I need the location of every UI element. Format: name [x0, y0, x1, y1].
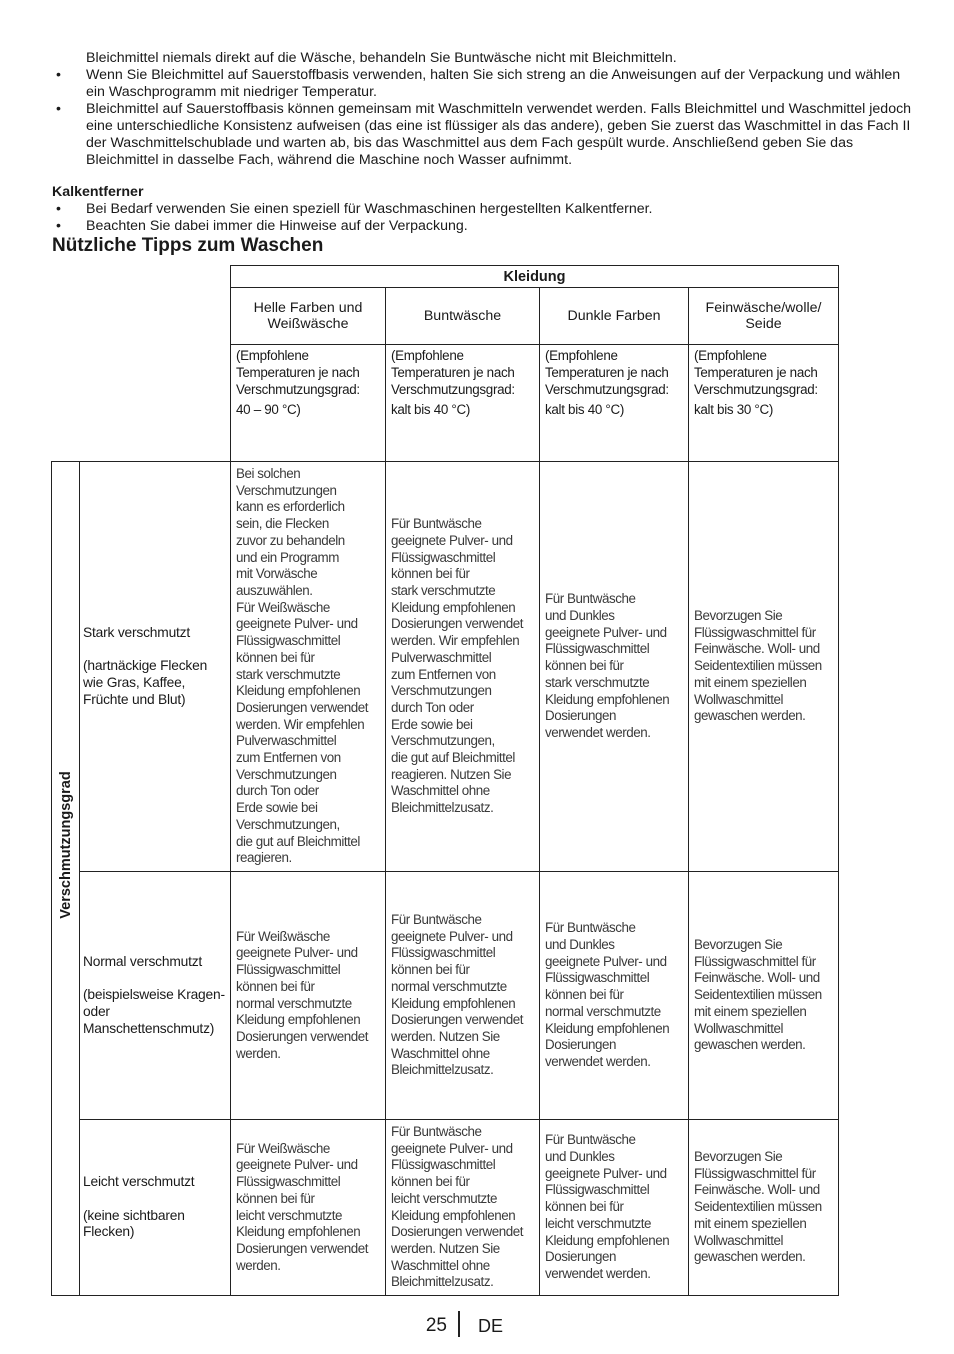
table-cell: Für Buntwäsche geeignete Pulver- und Flüssigwaschmittel können bei für leicht verschmutzte Kleidung empfohlenen Dosierungen verwendet werden. Nutzen Sie Waschmittel ohne Bleichmittelzusatz.: [386, 1120, 540, 1296]
table-cell: Bei solchen Verschmutzungen kann es erforderlich sein, die Flecken zuvor zu behandeln und ein Programm mit Vorwäsche auszuwählen. Für Weißwäsche geeignete Pulver- und Flüssigwaschmittel können bei für stark verschmutzte Kleidung empfohlenen Dosierungen verwendet werden. Wir empfehlen Pulverwaschmittel zum Entfernen von Verschmutzungen durch Ton oder Erde sowie bei Verschmutzungen, die gut auf Bleichmittel reagieren.: [231, 462, 386, 872]
kalk-bullet: • Beachten Sie dabei immer die Hinweise auf der Verpackung.: [52, 218, 912, 235]
column-header: Buntwäsche: [386, 288, 540, 345]
table-cell: Für Weißwäsche geeignete Pulver- und Flüssigwaschmittel können bei für normal verschmutzte Kleidung empfohlenen Dosierungen verwendet werden.: [231, 872, 386, 1120]
column-header: Feinwäsche/wolle/ Seide: [689, 288, 839, 345]
table-cell: Bevorzugen Sie Flüssigwaschmittel für Feinwäsche. Woll- und Seidentextilien müssen mit einem speziellen Wollwaschmittel gewaschen werden.: [689, 872, 839, 1120]
page-number: 25: [425, 1315, 447, 1336]
intro-bullet: • Wenn Sie Bleichmittel auf Sauerstoffbasis verwenden, halten Sie sich streng an die Anweisungen auf der Verpackung und wählen ein Waschprogramm mit niedriger Temperatur.: [52, 67, 912, 101]
table-cell: Bevorzugen Sie Flüssigwaschmittel für Feinwäsche. Woll- und Seidentextilien müssen mit einem speziellen Wollwaschmittel gewaschen werden.: [689, 462, 839, 872]
page-footer: [0, 1311, 954, 1339]
kalk-bullet: • Bei Bedarf verwenden Sie einen speziell für Waschmaschinen hergestellten Kalkentferner.: [52, 201, 912, 218]
table-cell: Für Buntwäsche und Dunkles geeignete Pulver- und Flüssigwaschmittel können bei für normal verschmutzte Kleidung empfohlenen Dosierungen verwendet werden.: [540, 872, 689, 1120]
table-cell: Bevorzugen Sie Flüssigwaschmittel für Feinwäsche. Woll- und Seidentextilien müssen mit einem speziellen Wollwaschmittel gewaschen werden.: [689, 1120, 839, 1296]
kleidung-header: Kleidung: [231, 266, 839, 288]
footer-divider: [458, 1311, 460, 1337]
row-label-leicht: Leicht verschmutzt (keine sichtbaren Flecken): [80, 1120, 231, 1296]
intro-bullet: • Bleichmittel auf Sauerstoffbasis können gemeinsam mit Waschmitteln verwendet werden. Falls Bleichmittel und Waschmittel jedoch eine unterschiedliche Konsistenz aufweisen (das eine ist flüssiger als das andere), geben Sie zuerst das Waschmittel in das Fach II der Waschmittelschublade und warten ab, bis das Waschmittel aus dem Fach gespült wurde. Anschließend geben Sie das Bleichmittel in dasselbe Fach, während die Maschine noch Wasser aufnimmt.: [52, 101, 912, 169]
language-code: DE: [478, 1316, 504, 1336]
soiling-degree-label: Verschmutzungsgrad: [52, 462, 80, 1296]
temperature-cell: (Empfohlene Temperaturen je nach Verschmutzungsgrad: kalt bis 40 °C): [540, 345, 689, 462]
column-header: Helle Farben und Weißwäsche: [231, 288, 386, 345]
row-label-normal: Normal verschmutzt (beispielsweise Kragen- oder Manschettenschmutz): [80, 872, 231, 1120]
kalkentferner-heading: Kalkentferner: [52, 184, 144, 200]
row-label-stark: Stark verschmutzt (hartnäckige Flecken wie Gras, Kaffee, Früchte und Blut): [80, 462, 231, 872]
washing-tips-table: [51, 265, 839, 1296]
table-cell: Für Weißwäsche geeignete Pulver- und Flüssigwaschmittel können bei für leicht verschmutzte Kleidung empfohlenen Dosierungen verwendet werden.: [231, 1120, 386, 1296]
column-header: Dunkle Farben: [540, 288, 689, 345]
temperature-cell: (Empfohlene Temperaturen je nach Verschmutzungsgrad: 40 – 90 °C): [231, 345, 386, 462]
table-cell: Für Buntwäsche geeignete Pulver- und Flüssigwaschmittel können bei für normal verschmutzte Kleidung empfohlenen Dosierungen verwendet werden. Nutzen Sie Waschmittel ohne Bleichmittelzusatz.: [386, 872, 540, 1120]
table-cell: Für Buntwäsche geeignete Pulver- und Flüssigwaschmittel können bei für stark verschmutzte Kleidung empfohlenen Dosierungen verwendet werden. Wir empfehlen Pulverwaschmittel zum Entfernen von Verschmutzungen durch Ton oder Erde sowie bei Verschmutzungen, die gut auf Bleichmittel reagieren. Nutzen Sie Waschmittel ohne Bleichmittelzusatz.: [386, 462, 540, 872]
temperature-cell: (Empfohlene Temperaturen je nach Verschmutzungsgrad: kalt bis 30 °C): [689, 345, 839, 462]
intro-text: [52, 50, 912, 235]
section-title: Nützliche Tipps zum Waschen: [52, 235, 324, 256]
table-cell: Für Buntwäsche und Dunkles geeignete Pulver- und Flüssigwaschmittel können bei für leicht verschmutzte Kleidung empfohlenen Dosierungen verwendet werden.: [540, 1120, 689, 1296]
table-cell: Für Buntwäsche und Dunkles geeignete Pulver- und Flüssigwaschmittel können bei für stark verschmutzte Kleidung empfohlenen Dosierungen verwendet werden.: [540, 462, 689, 872]
intro-continuation: Bleichmittel niemals direkt auf die Wäsche, behandeln Sie Buntwäsche nicht mit Bleichmitteln.: [86, 50, 677, 66]
temperature-cell: (Empfohlene Temperaturen je nach Verschmutzungsgrad: kalt bis 40 °C): [386, 345, 540, 462]
blank-corner: [52, 266, 231, 462]
